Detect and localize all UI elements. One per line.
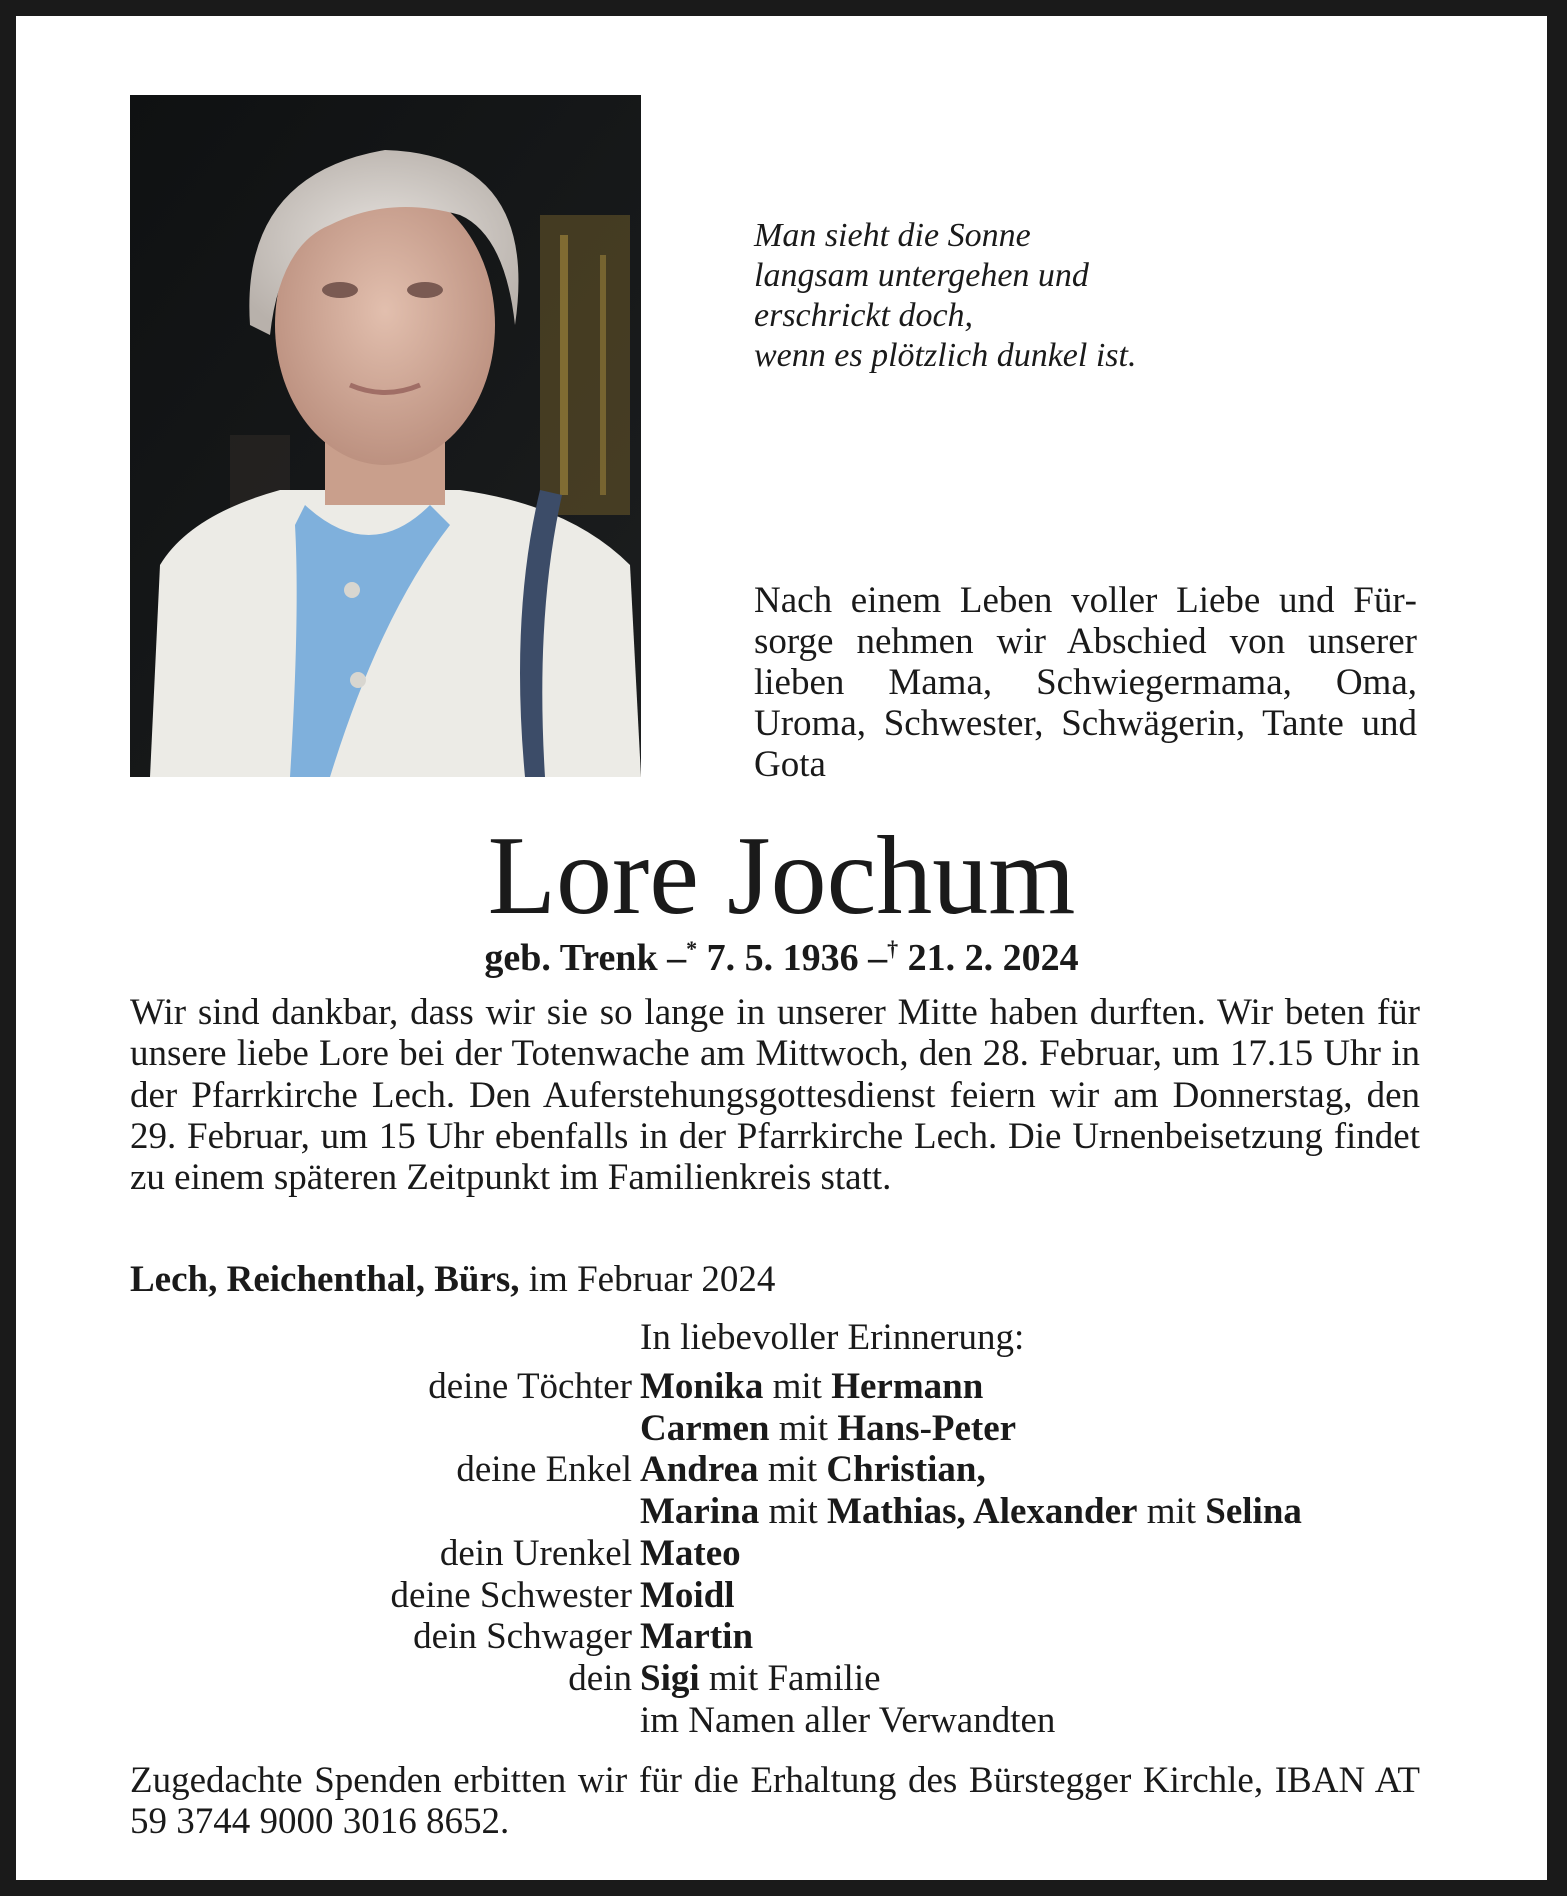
poem-line: erschrickt doch, (754, 297, 974, 334)
month-year: im Februar 2024 (528, 1259, 776, 1300)
family-row (16, 1408, 1547, 1449)
portrait-photo (130, 95, 641, 777)
relation-label: dein Urenkel (439, 1532, 632, 1574)
born-symbol: * (686, 936, 698, 961)
family-member-name: Selina (1205, 1491, 1302, 1533)
portrait-image (130, 95, 641, 777)
family-names (640, 1575, 735, 1616)
relation-label: deine Enkel (456, 1449, 632, 1491)
connector-text: mit Familie (699, 1657, 881, 1699)
family-member-name: Moidl (640, 1574, 735, 1616)
family-names (640, 1700, 1055, 1741)
family-names (640, 1449, 986, 1490)
family-member-name: Mathias, Alexander (827, 1491, 1138, 1533)
family-row (16, 1533, 1547, 1574)
family-member-name: Hans-Peter (837, 1407, 1017, 1449)
poem-line: Man sieht die Sonne (754, 217, 1031, 254)
family-row (16, 1449, 1547, 1490)
relation-label: deine Töchter (428, 1366, 632, 1407)
poem-line: wenn es plötzlich dunkel ist. (754, 337, 1137, 374)
birth-name: geb. Trenk (484, 937, 658, 979)
place-date-line (130, 1258, 1420, 1302)
family-row (16, 1658, 1547, 1699)
family-row (16, 1616, 1547, 1657)
locations: Lech, Reichenthal, Bürs, (130, 1259, 520, 1300)
family-row (16, 1700, 1547, 1741)
family-member-name: Hermann (831, 1366, 984, 1407)
family-names (640, 1491, 1302, 1532)
family-names (640, 1366, 983, 1407)
body-text: Wir sind dankbar, dass wir sie so lange in unserer Mitte haben durften. Wir beten für unsere liebe Lore bei der Totenwache am Mittwoch, den 28. Februar, um 17.15 Uhr in der Pfarrkirche Lech. Den Auferstehungsgottesdienst feiern wir am Donnerstag, den 29. Februar, um 15 Uhr ebenfalls in der Pfarrkirche Lech. Die Urnenbeisetzung findet zu einem späteren Zeitpunkt im Familienkreis statt. (130, 992, 1420, 1199)
obituary-card (16, 16, 1547, 1880)
family-names (640, 1616, 753, 1657)
relation-label: deine Schwester (390, 1574, 632, 1616)
connector-text: mit (758, 1449, 827, 1491)
memory-heading: In liebevoller Erinnerung: (640, 1317, 1025, 1358)
family-member-name: Monika (640, 1366, 764, 1407)
poem-line: langsam untergehen und (754, 257, 1089, 294)
connector-text: mit (769, 1407, 838, 1449)
dash: – (667, 937, 687, 979)
connector-text: im Namen aller Verwandten (640, 1699, 1056, 1741)
family-row (16, 1366, 1547, 1407)
poem (754, 216, 1374, 376)
family-member-name: Mateo (640, 1532, 741, 1574)
relation-label: dein (568, 1657, 632, 1699)
family-member-name: Marina (640, 1491, 760, 1533)
family-member-name: Carmen (640, 1407, 770, 1449)
family-member-name: Christian, (826, 1449, 986, 1491)
born-date: 7. 5. 1936 (706, 937, 859, 979)
died-symbol: † (887, 936, 899, 961)
family-row (16, 1491, 1547, 1532)
family-row (16, 1575, 1547, 1616)
connector-text: mit (759, 1491, 828, 1533)
life-dates (16, 936, 1547, 980)
family-member-name: Martin (640, 1616, 754, 1658)
connector-text: mit (1137, 1491, 1206, 1533)
died-date: 21. 2. 2024 (907, 937, 1079, 979)
family-names (640, 1408, 1016, 1449)
family-member-name: Sigi (640, 1657, 700, 1699)
deceased-name: Lore Jochum (487, 814, 1076, 938)
intro-text: Nach einem Leben voller Liebe und Fürsorge nehmen wir Abschied von unserer lieben Mama, Schwiegermama, Oma, Uroma, Schwester, Schwägerin, Tante und Gota (754, 580, 1417, 785)
donation-text: Zugedachte Spenden erbitten wir für die Erhaltung des Bürstegger Kirchle, IBAN AT 59 3744 9000 3016 8652. (130, 1760, 1420, 1842)
relation-label: dein Schwager (413, 1616, 632, 1658)
family-names (640, 1658, 881, 1699)
family-names (640, 1533, 741, 1574)
dash: – (868, 937, 888, 979)
family-member-name: Andrea (640, 1449, 759, 1491)
connector-text: mit (763, 1366, 832, 1407)
